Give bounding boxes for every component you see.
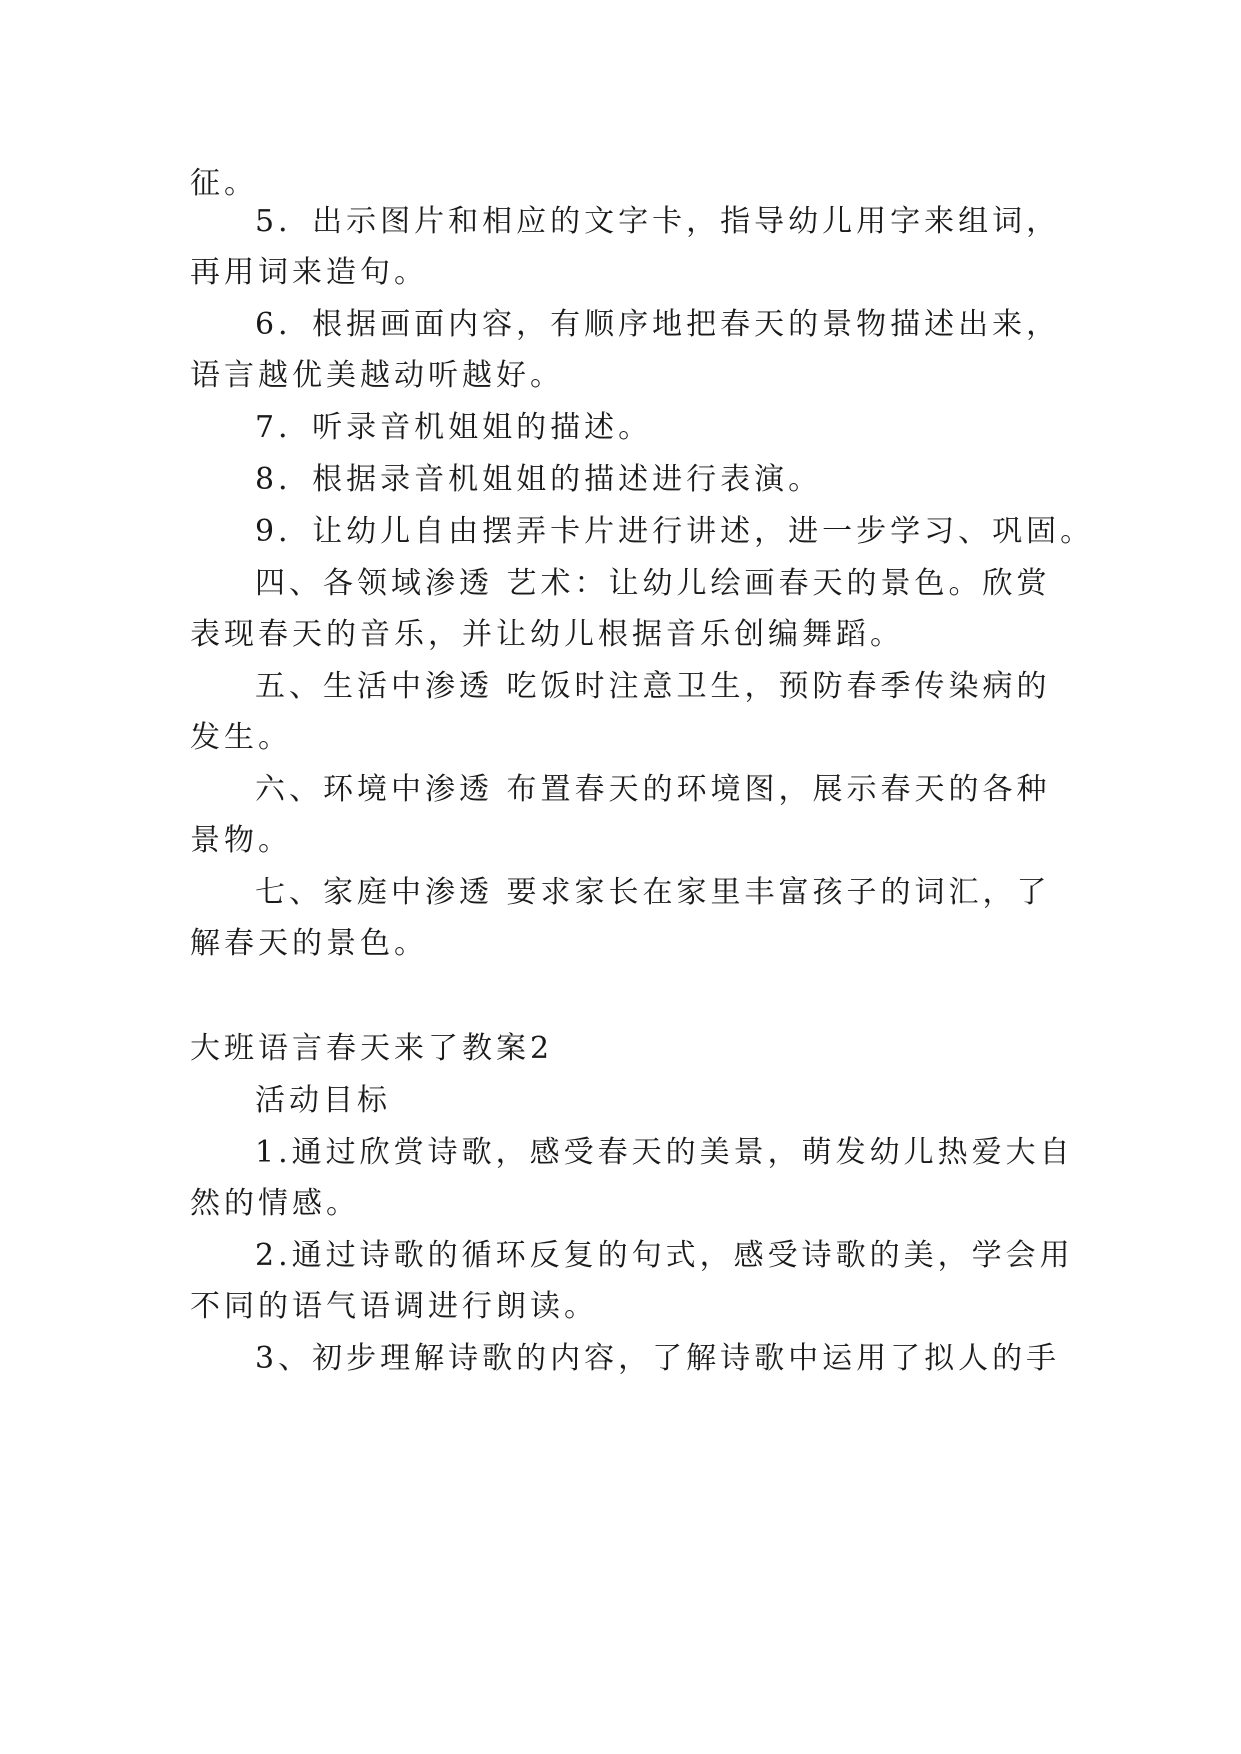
- text-line: 再用词来造句。: [190, 255, 428, 290]
- text-line: 3、初步理解诗歌的内容，了解诗歌中运用了拟人的手: [255, 1341, 1061, 1376]
- text-line: 不同的语气语调进行朗读。: [190, 1289, 598, 1324]
- text-line: 景物。: [190, 823, 292, 858]
- text-line: 1.通过欣赏诗歌，感受春天的美景，萌发幼儿热爱大自: [255, 1135, 1074, 1170]
- text-line: 征。: [190, 166, 258, 201]
- text-line: 9．让幼儿自由摆弄卡片进行讲述，进一步学习、巩固。: [255, 514, 1095, 549]
- text-line: 六、环境中渗透 布置春天的环境图，展示春天的各种: [255, 772, 1051, 807]
- text-line: 五、生活中渗透 吃饭时注意卫生，预防春季传染病的: [255, 669, 1051, 704]
- text-line: 6．根据画面内容，有顺序地把春天的景物描述出来，: [255, 307, 1061, 342]
- text-line: 2.通过诗歌的循环反复的句式，感受诗歌的美，学会用: [255, 1238, 1074, 1273]
- text-line: 7．听录音机姐姐的描述。: [255, 410, 653, 445]
- text-line: 表现春天的音乐，并让幼儿根据音乐创编舞蹈。: [190, 617, 904, 652]
- section-heading: 大班语言春天来了教案2: [190, 1031, 554, 1066]
- text-line: 发生。: [190, 720, 292, 755]
- text-line: 语言越优美越动听越好。: [190, 358, 564, 393]
- text-line: 解春天的景色。: [190, 926, 428, 961]
- text-line: 8．根据录音机姐姐的描述进行表演。: [255, 462, 823, 497]
- text-line: 然的情感。: [190, 1186, 360, 1221]
- text-line: 5．出示图片和相应的文字卡，指导幼儿用字来组词，: [255, 204, 1061, 239]
- text-line: 活动目标: [255, 1083, 391, 1118]
- text-line: 四、各领域渗透 艺术：让幼儿绘画春天的景色。欣赏: [255, 566, 1051, 601]
- text-line: 七、家庭中渗透 要求家长在家里丰富孩子的词汇，了: [255, 875, 1051, 910]
